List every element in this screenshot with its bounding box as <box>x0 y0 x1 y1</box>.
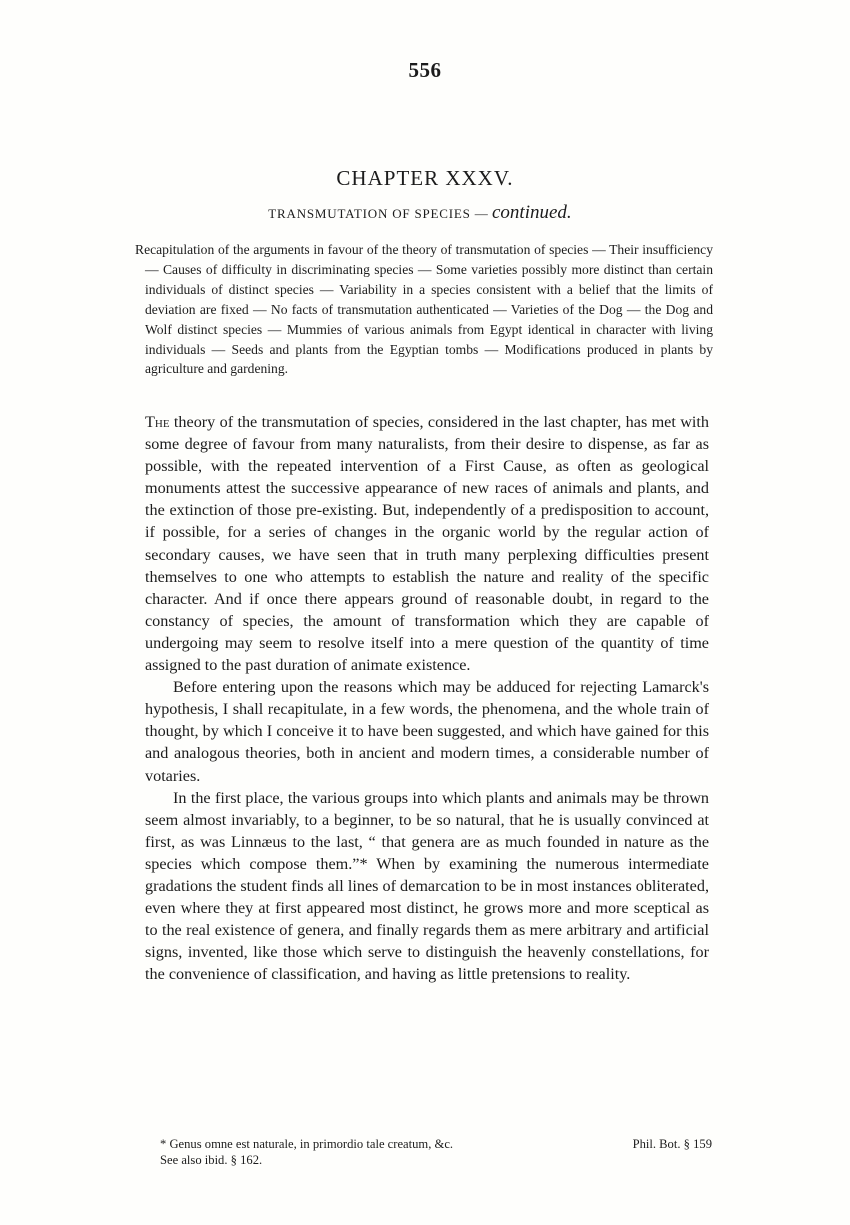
paragraph-3: In the first place, the various groups into which plants and animals may be thrown seem almost invariably, to a beginner, to be so natural, that he is usually convinced at first, as was Linnæus to the last, “ that genera are as much founded in nature as the species which compose them.”* When by examining the numerous intermediate gradations the student finds all lines of demarcation to be in most instances obliterated, even where they at first appeared most distinct, he grows more and more sceptical as to the real existence of genera, and finally regards them as mere arbitrary and artificial signs, invented, like those which serve to distinguish the heavenly constellations, for the convenience of classification, and having as little pretensions to reality. <box>145 788 709 984</box>
subtitle-caps: TRANSMUTATION OF SPECIES — <box>268 206 489 221</box>
footnote-line-2: See also ibid. § 162. <box>160 1153 263 1167</box>
chapter-title: CHAPTER XXXV. <box>336 166 514 190</box>
footnote <box>160 1136 712 1168</box>
body-text <box>145 411 709 985</box>
paragraph-1 <box>145 411 709 676</box>
paragraph-1-text: theory of the transmutation of species, considered in the last chapter, has met with some degree of favour from many naturalists, from their desire to dispense, as far as possible, with the repeated intervention of a First Cause, as often as geological monuments attest the successive appearance of new races of animals and plants, and the extinction of those pre-existing. But, independently of a predisposition to account, if possible, for a series of changes in the organic world by the regular action of secondary causes, we have seen that in truth many perplexing difficulties present themselves to one who attempts to establish the nature and reality of the specific character. And if once there appears ground of reasonable doubt, in regard to the constancy of species, the amount of transformation which they are capable of undergoing may seem to resolve itself into a mere question of the quantity of time assigned to the past duration of animate existence. <box>145 413 709 675</box>
chapter-subtitle <box>0 202 840 224</box>
footnote-line-1 <box>160 1136 712 1152</box>
chapter-summary: Recapitulation of the arguments in favour of the theory of transmutation of species — Their insufficiency — Causes of difficulty in discriminating species — Some varieties possibly more distinct than certain individuals of distinct species — Variability in a species consistent with a belief that the limits of deviation are fixed — No facts of transmutation authenticated — Varieties of the Dog — the Dog and Wolf distinct species — Mummies of various animals from Egypt identical in character with living individuals — Seeds and plants from the Egyptian tombs — Modifications produced in plants by agriculture and gardening. <box>135 242 713 377</box>
subtitle-italic: continued. <box>492 202 572 223</box>
footnote-reference: Phil. Bot. § 159 <box>632 1137 712 1151</box>
paragraph-2: Before entering upon the reasons which may be adduced for rejecting Lamarck's hypothesis, I shall recapitulate, in a few words, the phenomena, and the whole train of thought, by which I conceive it to have been suggested, and which have gained for this and analogous theories, both in ancient and modern times, a considerable number of votaries. <box>145 678 709 785</box>
page-number: 556 <box>408 58 442 82</box>
footnote-text: * Genus omne est naturale, in primordio tale creatum, &c. <box>160 1137 454 1151</box>
paragraph-1-lead: The <box>145 413 170 431</box>
